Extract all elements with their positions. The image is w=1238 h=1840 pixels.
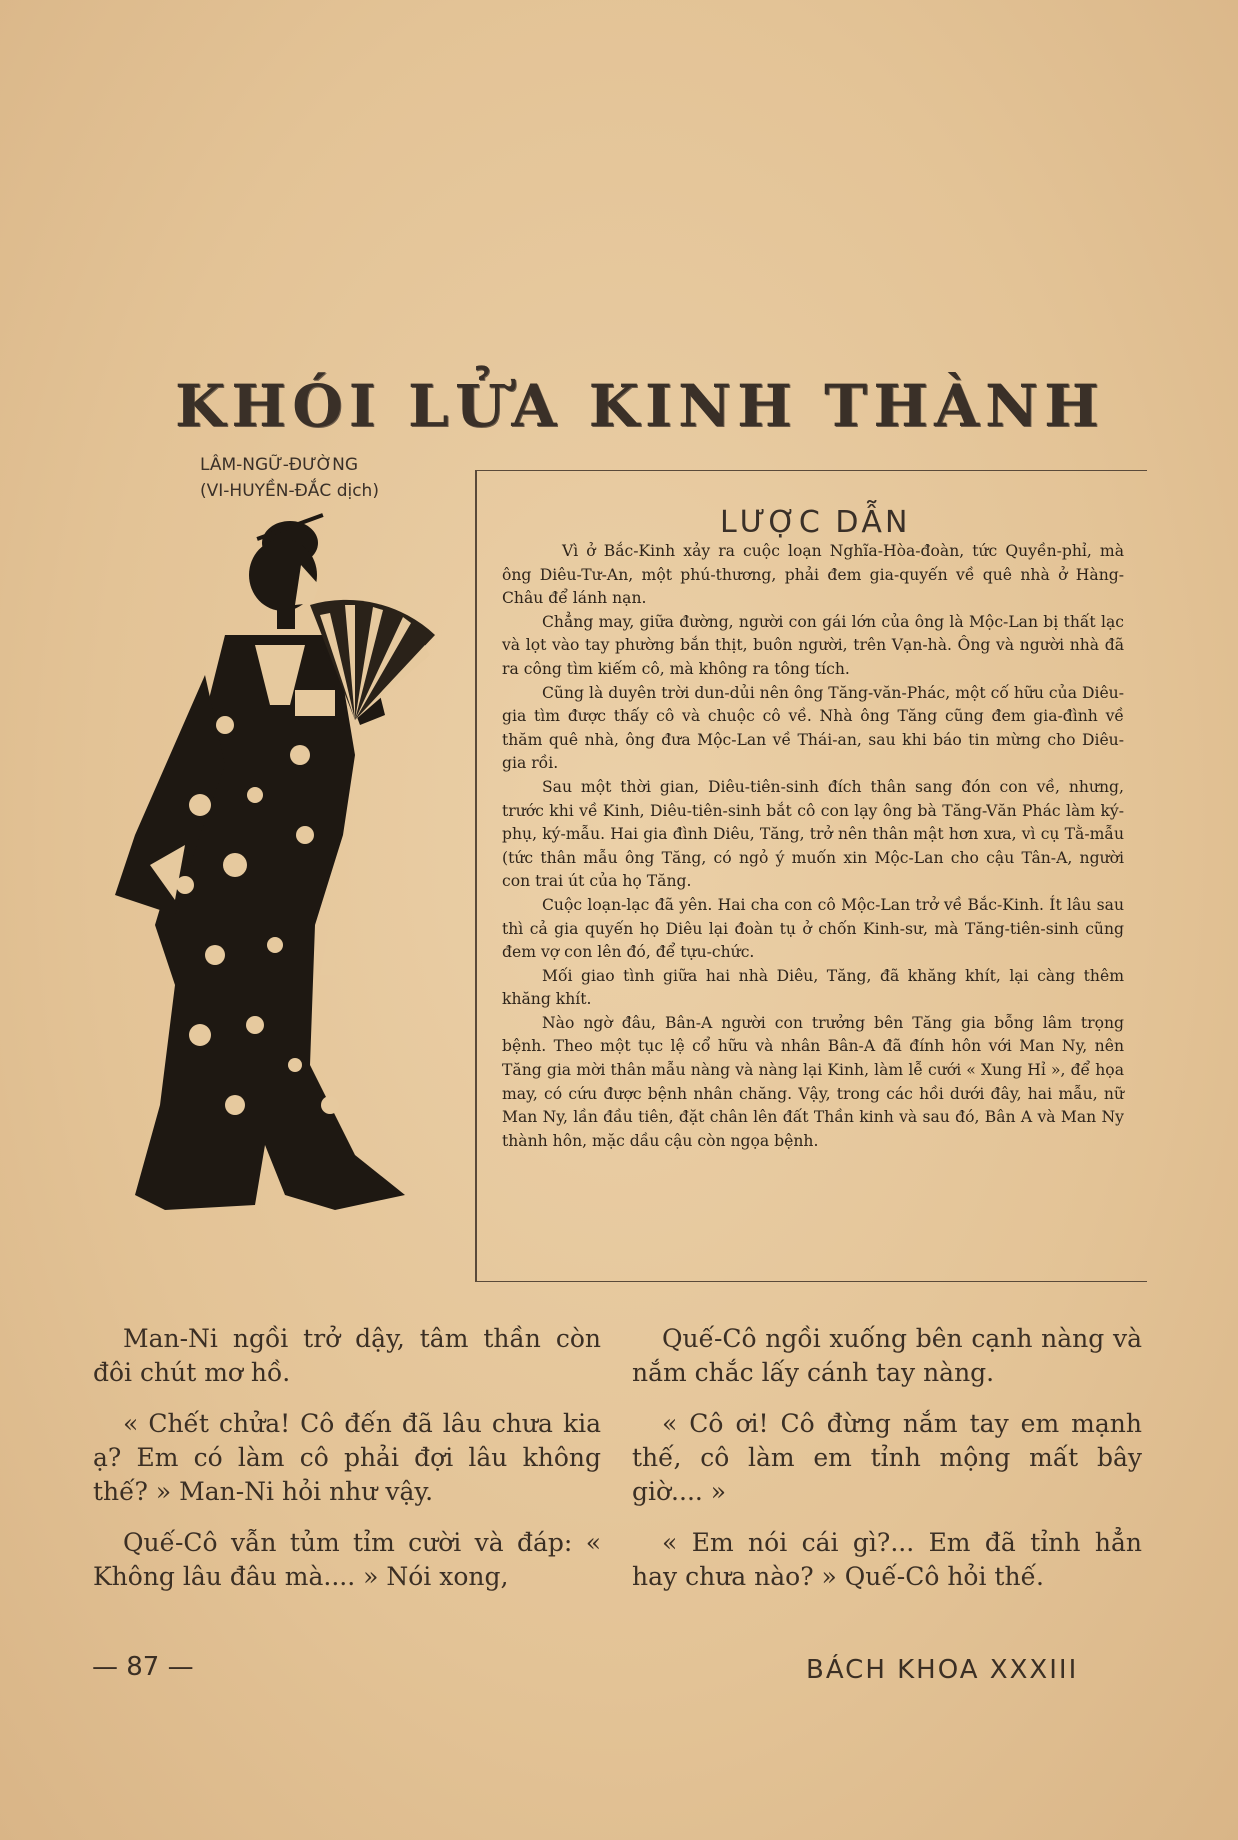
translator-credit: (VI-HUYỀN-ĐẮC dịch) — [200, 481, 379, 501]
body-paragraph: Quế-Cô ngồi xuống bên cạnh nàng và nắm chắc lấy cánh tay nàng. — [632, 1324, 1142, 1387]
author-name: LÂM-NGỮ-ĐƯỜNG — [200, 455, 359, 475]
body-paragraph: « Chết chửa! Cô đến đã lâu chưa kia ạ? Em có làm cô phải đợi lâu không thế? » Man-Ni hỏi như vậy. — [93, 1409, 601, 1506]
body-column-left — [93, 1322, 601, 1611]
magazine-issue: BÁCH KHOA XXXIII — [806, 1655, 1079, 1685]
article-title: KHÓI LỬA KINH THÀNH — [175, 372, 1105, 440]
summary-paragraph: Vì ở Bắc-Kinh xảy ra cuộc loạn Nghĩa-Hòa-đoàn, tức Quyền-phỉ, mà ông Diêu-Tư-An, một phú-thương, phải đem gia-quyến về quê nhà ở Hàng-Châu để lánh nạn. — [502, 542, 1124, 608]
woman-with-fan-illustration — [105, 505, 445, 1225]
summary-paragraph: Cũng là duyên trời dun-dủi nên ông Tăng-văn-Phác, một cố hữu của Diêu-gia tìm được thấy cô và chuộc cô về. Nhà ông Tăng cũng đem gia-đình về thăm quê nhà, ông đưa Mộc-Lan về Thái-an, sau khi báo tin mừng cho Diêu-gia rồi. — [502, 683, 1124, 773]
summary-paragraph: Cuộc loạn-lạc đã yên. Hai cha con cô Mộc-Lan trở về Bắc-Kinh. Ít lâu sau thì cả gia quyến họ Diêu lại đoàn tụ ở chốn Kinh-sư, mà Tăng-tiên-sinh cũng đem vợ con lên đó, để tựu-chức. — [502, 895, 1124, 962]
summary-heading: LƯỢC DẪN — [720, 505, 911, 540]
page-number: — 87 — — [92, 1652, 194, 1682]
byline — [200, 452, 379, 504]
body-paragraph: Quế-Cô vẫn tủm tỉm cười và đáp: « Không lâu đâu mà.... » Nói xong, — [93, 1528, 601, 1591]
body-paragraph: « Em nói cái gì?... Em đã tỉnh hẳn hay chưa nào? » Quế-Cô hỏi thế. — [632, 1528, 1142, 1591]
summary-paragraph: Chẳng may, giữa đường, người con gái lớn của ông là Mộc-Lan bị thất lạc và lọt vào tay phường bắn thịt, buôn người, trên Vạn-hà. Ông và người nhà đã ra công tìm kiếm cô, mà không ra tông tích. — [502, 612, 1124, 678]
body-paragraph: Man-Ni ngồi trở dậy, tâm thần còn đôi chút mơ hồ. — [93, 1324, 601, 1387]
body-paragraph: « Cô ơi! Cô đừng nắm tay em mạnh thế, cô làm em tỉnh mộng mất bây giờ.... » — [632, 1409, 1142, 1506]
summary-paragraph: Nào ngờ đâu, Bân-A người con trưởng bên Tăng gia bỗng lâm trọng bệnh. Theo một tục lệ cổ hữu và nhân Bân-A đã đính hôn với Man Ny, nên Tăng gia mời thân mẫu nàng và nàng lại Kinh, làm lễ cưới « Xung Hỉ », để họa may, có cứu được bệnh nhân chăng. Vậy, trong các hồi dưới đây, hai mẫu, nữ Man Ny, lần đầu tiên, đặt chân lên đất Thần kinh và sau đó, Bân A và Man Ny thành hôn, mặc dầu cậu còn ngọa bệnh. — [502, 1013, 1124, 1150]
summary-paragraph: Sau một thời gian, Diêu-tiên-sinh đích thân sang đón con về, nhưng, trước khi về Kinh, Diêu-tiên-sinh bắt cô con lạy ông bà Tăng-Văn Phác làm ký-phụ, ký-mẫu. Hai gia đình Diêu, Tăng, trở nên thân mật hơn xưa, vì cụ Tằ-mẫu (tức thân mẫu ông Tăng, có ngỏ ý muốn xin Mộc-Lan cho cậu Tân-A, người con trai út của họ Tăng. — [502, 777, 1124, 891]
summary-paragraph: Mối giao tình giữa hai nhà Diêu, Tăng, đã khăng khít, lại càng thêm khăng khít. — [502, 966, 1124, 1009]
summary-text — [502, 540, 1124, 1153]
body-column-right — [632, 1322, 1142, 1611]
